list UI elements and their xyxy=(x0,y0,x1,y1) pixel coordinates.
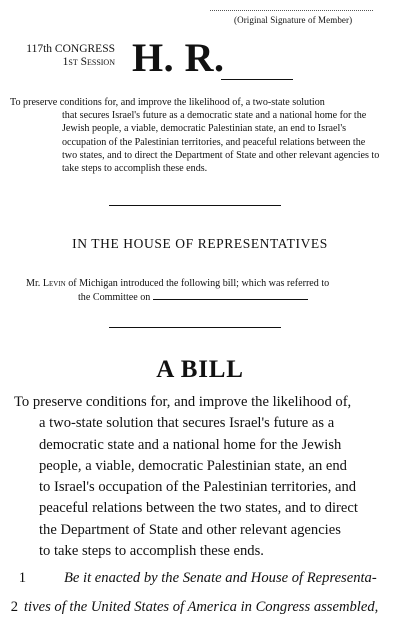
introduction-statement xyxy=(26,277,376,305)
committee-line xyxy=(26,290,376,304)
introduction-text: of Michigan introduced the following bill; which was referred to xyxy=(65,278,330,289)
sponsor-prefix: Mr. xyxy=(26,278,43,289)
long-title xyxy=(14,392,376,562)
short-title-first-line: To preserve conditions for, and improve the likelihood of, a two-state solution xyxy=(10,97,325,108)
bill-label: A BILL xyxy=(156,356,244,383)
divider-rule xyxy=(109,205,281,206)
enacting-clause-text: Be it enacted by the Senate and House of Representa- xyxy=(64,570,377,586)
committee-blank xyxy=(153,290,308,300)
enacting-clause xyxy=(0,564,400,622)
bill-number-blank xyxy=(221,79,293,80)
signature-line xyxy=(210,10,373,11)
committee-label: the Committee on xyxy=(78,292,153,304)
short-title-rest: that secures Israel's future as a democratic state and a national home for the Jewish people, a viable, democratic Palestinian state, an end to Israel's occupation of the Palestinian territories, and peaceful relations between the two states, and to direct the Department of State and other relevant agencies to take steps to accomplish these ends. xyxy=(62,110,380,175)
enacting-clause-line xyxy=(0,593,400,622)
long-title-line: democratic state and a national home for the Jewish xyxy=(39,436,342,453)
short-title xyxy=(10,96,384,175)
long-title-line: a two-state solution that secures Israel's future as a xyxy=(39,415,335,432)
line-number: 2 xyxy=(10,599,18,615)
divider-rule xyxy=(109,327,281,328)
long-title-line: To preserve conditions for, and improve the likelihood of, xyxy=(14,394,352,410)
line-number: 1 xyxy=(18,570,26,586)
bill-designation: H. R. xyxy=(132,35,225,80)
long-title-line: peaceful relations between the two states, and to direct xyxy=(39,500,358,517)
enacting-clause-text: tives of the United States of America in Congress assembled, xyxy=(24,599,379,615)
chamber-heading: IN THE HOUSE OF REPRESENTATIVES xyxy=(72,236,328,251)
long-title-line: to Israel's occupation of the Palestinian territories, and xyxy=(39,479,357,496)
long-title-line: people, a viable, democratic Palestinian state, an end xyxy=(39,457,347,474)
enacting-clause-line xyxy=(0,564,400,593)
congress-label: 117th CONGRESS xyxy=(26,43,115,55)
session-label: 1st Session xyxy=(62,56,115,68)
long-title-line: to take steps to accomplish these ends. xyxy=(39,543,264,560)
sponsor-name: Levin xyxy=(42,278,66,289)
signature-label: (Original Signature of Member) xyxy=(234,15,353,25)
congress-session-block xyxy=(13,43,115,69)
long-title-line: the Department of State and other relevant agencies xyxy=(39,521,341,538)
